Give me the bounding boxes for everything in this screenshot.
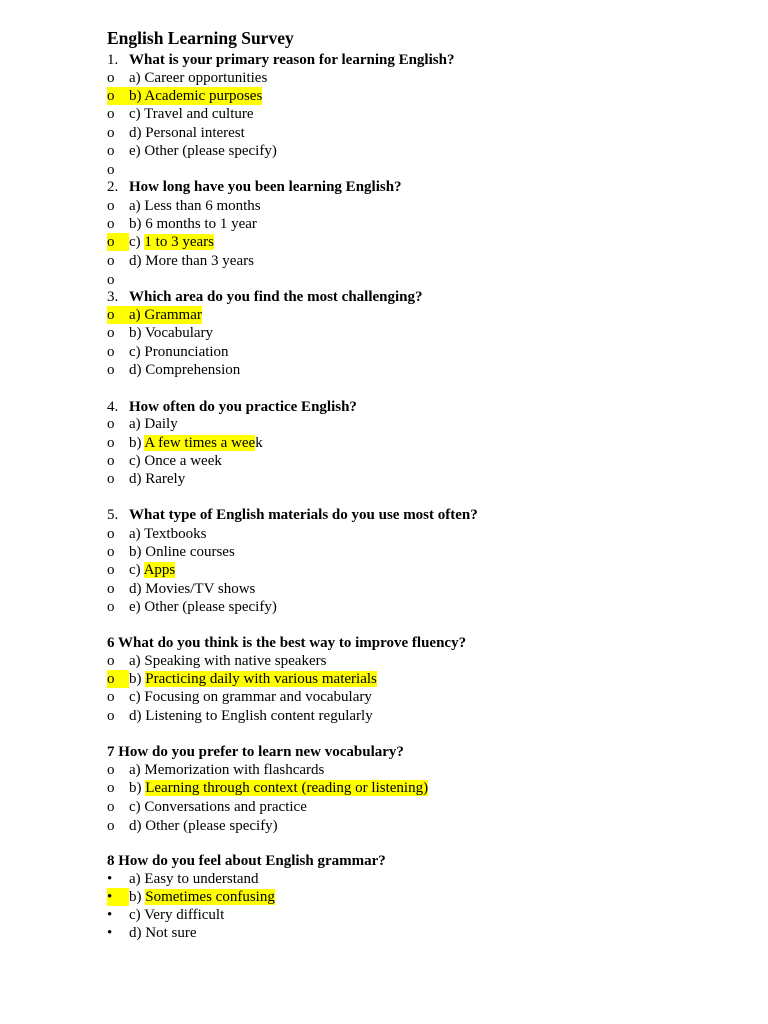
option-text: c) Very difficult xyxy=(129,907,225,923)
bullet: o xyxy=(107,306,129,324)
bullet: o xyxy=(107,762,115,778)
bullet: • xyxy=(107,871,113,887)
bullet: o xyxy=(107,818,115,834)
option-prefix: c) xyxy=(129,562,144,578)
option-text: e) Other (please specify) xyxy=(129,599,277,615)
option-text: a) Textbooks xyxy=(129,526,207,542)
bullet: o xyxy=(107,162,115,178)
bullet: o xyxy=(107,453,115,469)
option-text: b) Academic purposes xyxy=(129,88,263,104)
bullet: o xyxy=(107,233,129,251)
bullet: o xyxy=(107,362,115,378)
bullet: o xyxy=(107,544,115,560)
bullet: o xyxy=(107,599,115,615)
bullet: o xyxy=(107,272,115,288)
bullet: o xyxy=(107,106,115,122)
bullet: • xyxy=(107,925,113,941)
option-text: c) Once a week xyxy=(129,453,222,469)
bullet: o xyxy=(107,653,115,669)
option-text: d) Personal interest xyxy=(129,125,245,141)
question-number: 5. xyxy=(107,507,119,523)
bullet: o xyxy=(107,581,115,597)
bullet: o xyxy=(107,253,115,269)
bullet: • xyxy=(107,888,129,906)
option-text: a) Speaking with native speakers xyxy=(129,653,327,669)
bullet: o xyxy=(107,562,115,578)
question-text: What type of English materials do you use most often? xyxy=(129,507,478,523)
bullet: o xyxy=(107,70,115,86)
question-text: 6 What do you think is the best way to improve fluency? xyxy=(107,635,467,651)
bullet: o xyxy=(107,689,115,705)
option-text: b) Online courses xyxy=(129,544,235,560)
bullet: o xyxy=(107,670,129,688)
option-text: c) Pronunciation xyxy=(129,344,229,360)
option-prefix: c) xyxy=(129,234,145,250)
option-text: a) Memorization with flashcards xyxy=(129,762,325,778)
bullet: o xyxy=(107,526,115,542)
question-text: How long have you been learning English? xyxy=(129,179,402,195)
option-prefix: b) xyxy=(129,780,146,796)
question-number: 3. xyxy=(107,289,119,305)
option-text: d) Comprehension xyxy=(129,362,241,378)
option-prefix: b) xyxy=(129,889,146,905)
question-text: Which area do you find the most challenging? xyxy=(129,289,423,305)
option-prefix: b) xyxy=(129,435,145,451)
option-text: e) Other (please specify) xyxy=(129,143,277,159)
bullet: o xyxy=(107,344,115,360)
option-text: Practicing daily with various materials xyxy=(145,671,377,687)
option-text: a) Career opportunities xyxy=(129,70,268,86)
question-text: 7 How do you prefer to learn new vocabulary? xyxy=(107,744,404,760)
option-text: a) Easy to understand xyxy=(129,871,259,887)
survey-title: English Learning Survey xyxy=(107,28,294,48)
option-text: d) Other (please specify) xyxy=(129,818,278,834)
bullet: • xyxy=(107,907,113,923)
bullet: o xyxy=(107,435,115,451)
bullet: o xyxy=(107,143,115,159)
option-text: d) Listening to English content regularly xyxy=(129,708,373,724)
bullet: o xyxy=(107,780,115,796)
bullet: o xyxy=(107,87,129,105)
bullet: o xyxy=(107,198,115,214)
option-text: Apps xyxy=(143,562,176,578)
bullet: o xyxy=(107,708,115,724)
option-text: A few times a wee xyxy=(144,435,256,451)
bullet: o xyxy=(107,325,115,341)
option-text: a) Grammar xyxy=(129,307,202,323)
bullet: o xyxy=(107,216,115,232)
option-text: 1 to 3 years xyxy=(144,234,214,250)
question-text: 8 How do you feel about English grammar? xyxy=(107,853,386,869)
option-text: Learning through context (reading or listening) xyxy=(145,780,429,796)
bullet: o xyxy=(107,471,115,487)
option-text: c) Focusing on grammar and vocabulary xyxy=(129,689,372,705)
option-text: Sometimes confusing xyxy=(145,889,275,905)
option-prefix: b) xyxy=(129,671,146,687)
question-text: What is your primary reason for learning English? xyxy=(129,52,455,68)
question-number: 4. xyxy=(107,399,119,415)
option-text: d) More than 3 years xyxy=(129,253,254,269)
option-text: a) Daily xyxy=(129,416,178,432)
option-text: d) Rarely xyxy=(129,471,186,487)
bullet: o xyxy=(107,799,115,815)
bullet: o xyxy=(107,416,115,432)
option-text: b) Vocabulary xyxy=(129,325,214,341)
question-number: 1. xyxy=(107,52,119,68)
question-number: 2. xyxy=(107,179,119,195)
option-suffix: k xyxy=(255,435,263,451)
option-text: c) Travel and culture xyxy=(129,106,254,122)
option-text: d) Movies/TV shows xyxy=(129,581,256,597)
bullet: o xyxy=(107,125,115,141)
option-text: d) Not sure xyxy=(129,925,197,941)
option-text: a) Less than 6 months xyxy=(129,198,261,214)
option-text: b) 6 months to 1 year xyxy=(129,216,257,232)
option-text: c) Conversations and practice xyxy=(129,799,307,815)
question-text: How often do you practice English? xyxy=(129,399,357,415)
